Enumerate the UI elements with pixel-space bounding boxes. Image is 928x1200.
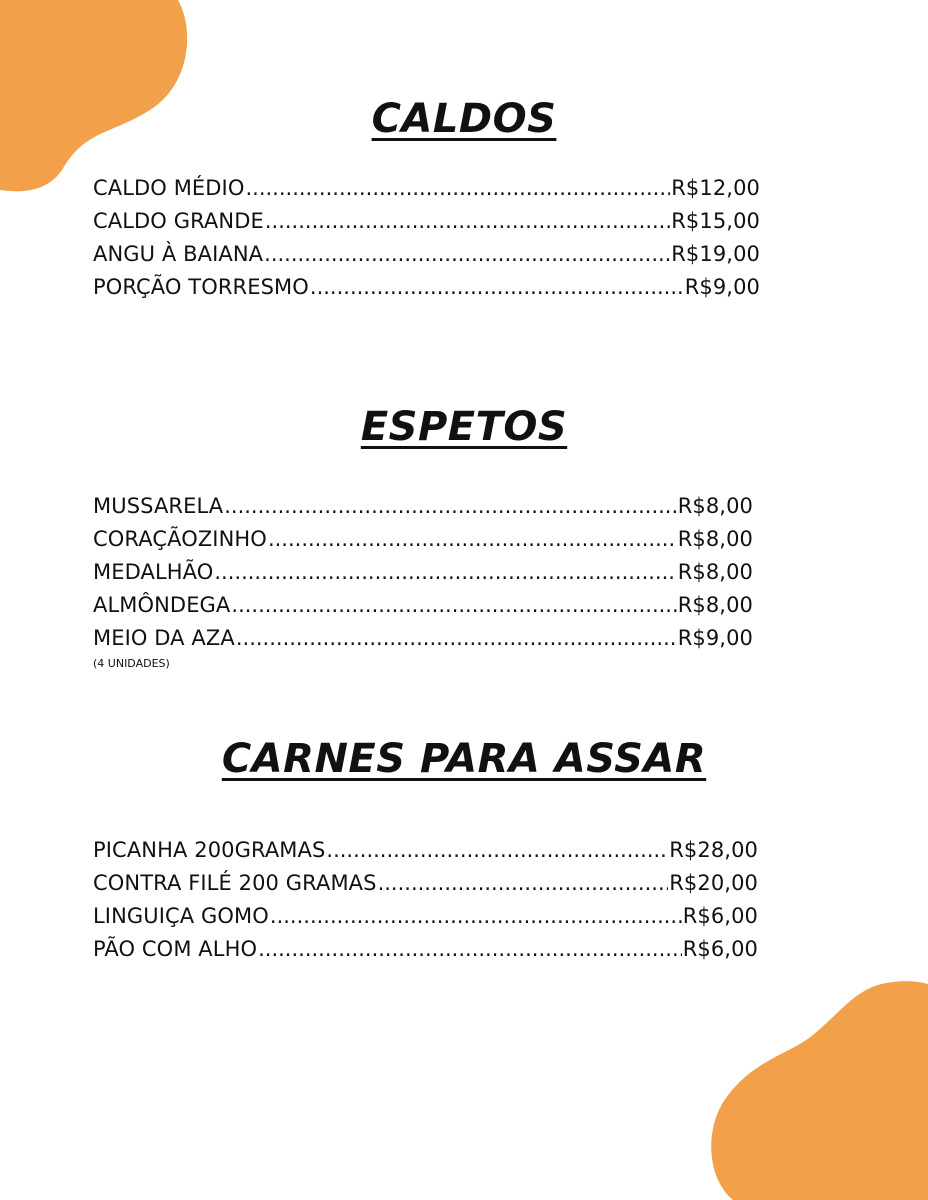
menu-item-price: R$15,00 xyxy=(671,209,760,233)
menu-item xyxy=(93,622,753,655)
menu-item-name: LINGUIÇA GOMO xyxy=(93,904,269,928)
menu-item-price: R$20,00 xyxy=(669,871,758,895)
dot-leader xyxy=(236,622,677,655)
dot-leader xyxy=(245,172,670,205)
menu-list-espetos xyxy=(93,490,753,655)
decorative-blob-bottom-right xyxy=(708,980,928,1200)
menu-item xyxy=(93,900,758,933)
dot-leader xyxy=(258,933,682,966)
menu-item-name: ALMÔNDEGA xyxy=(93,593,231,617)
dot-leader xyxy=(310,271,684,304)
menu-item-name: ANGU À BAIANA xyxy=(93,242,264,266)
menu-item-price: R$12,00 xyxy=(671,176,760,200)
menu-item-name: CALDO MÉDIO xyxy=(93,176,245,200)
menu-item-price: R$6,00 xyxy=(682,937,758,961)
menu-item xyxy=(93,238,760,271)
menu-item-price: R$8,00 xyxy=(677,593,753,617)
menu-item-price: R$28,00 xyxy=(669,838,758,862)
menu-item-name: PICANHA 200GRAMAS xyxy=(93,838,326,862)
menu-item xyxy=(93,271,760,304)
menu-item-name: CONTRA FILÉ 200 GRAMAS xyxy=(93,871,377,895)
dot-leader xyxy=(270,900,682,933)
menu-item-price: R$19,00 xyxy=(671,242,760,266)
menu-item-name: CORAÇÃOZINHO xyxy=(93,527,267,551)
menu-item-name: MEDALHÃO xyxy=(93,560,214,584)
dot-leader xyxy=(268,523,677,556)
menu-item-price: R$9,00 xyxy=(677,626,753,650)
menu-item xyxy=(93,589,753,622)
menu-item xyxy=(93,933,758,966)
menu-item-price: R$8,00 xyxy=(677,560,753,584)
menu-item-price: R$9,00 xyxy=(684,275,760,299)
menu-item xyxy=(93,172,760,205)
menu-item xyxy=(93,490,753,523)
menu-item-name: PORÇÃO TORRESMO xyxy=(93,275,309,299)
menu-item-note: (4 UNIDADES) xyxy=(93,657,170,670)
menu-item xyxy=(93,834,758,867)
menu-list-caldos xyxy=(93,172,760,304)
menu-item-name: MUSSARELA xyxy=(93,494,224,518)
menu-item xyxy=(93,523,753,556)
menu-list-carnes xyxy=(93,834,758,966)
menu-item xyxy=(93,205,760,238)
dot-leader xyxy=(378,867,669,900)
menu-item-name: CALDO GRANDE xyxy=(93,209,264,233)
menu-item-price: R$6,00 xyxy=(682,904,758,928)
dot-leader xyxy=(231,589,676,622)
section-title-caldos: CALDOS xyxy=(371,96,557,142)
dot-leader xyxy=(224,490,676,523)
dot-leader xyxy=(265,205,670,238)
menu-item-price: R$8,00 xyxy=(677,494,753,518)
menu-item-price: R$8,00 xyxy=(677,527,753,551)
section-title-espetos: ESPETOS xyxy=(360,404,568,450)
menu-item-name: PÃO COM ALHO xyxy=(93,937,258,961)
menu-item xyxy=(93,556,753,589)
section-title-carnes-para-assar: CARNES PARA ASSAR xyxy=(221,736,707,782)
dot-leader xyxy=(214,556,676,589)
dot-leader xyxy=(326,834,668,867)
menu-item xyxy=(93,867,758,900)
menu-item-name: MEIO DA AZA xyxy=(93,626,235,650)
dot-leader xyxy=(264,238,670,271)
